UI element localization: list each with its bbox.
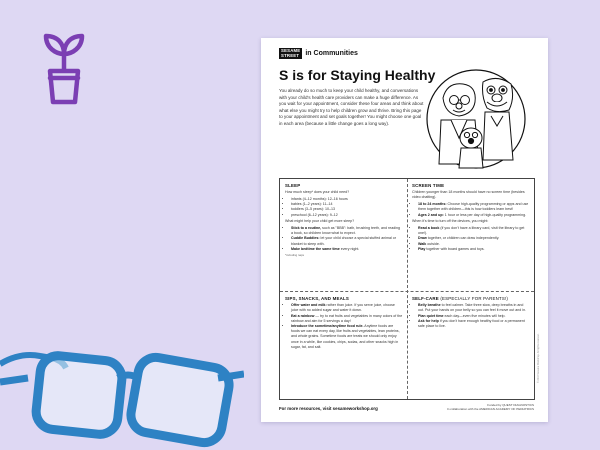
- screen-time-heading: SCREEN TIME: [412, 183, 445, 188]
- list-item: • Stick to a routine, such as "BBB": bath, brushing teeth, and reading a book, so children know what to expect.: [291, 226, 403, 236]
- list-item: • Eat a rainbow — try to eat fruits and vegetables in many colors of the rainbow and aim for 5 servings a day!: [291, 314, 403, 324]
- plant-pot-icon: [36, 30, 92, 106]
- self-care-tips-list: [412, 303, 530, 329]
- sleep-question-2: What might help your child get more sleep?: [285, 219, 355, 224]
- grid-horizontal-divider: [280, 291, 534, 292]
- list-item: • infants (4–12 months): 12–16 hours: [291, 197, 403, 202]
- sleep-heading: SLEEP: [285, 183, 301, 188]
- sleep-question: How much sleep* does your child need?: [285, 190, 350, 195]
- list-item: • Walk outside.: [418, 242, 530, 247]
- brand-logo: [279, 48, 358, 59]
- credits: [447, 403, 534, 412]
- list-item: • Ask for help if you don't have enough healthy food or a permanent safe place to live.: [418, 319, 530, 329]
- intro-paragraph: You already do so much to keep your child healthy, and conversations with your child's health care providers can make a huge difference. As you wait for your appointment, consider these four areas and think about what else you might try to help children grow and thrive. Bring this page to your appointment and set goals together! You might choose one goal in each area (because a little change goes a long way).: [279, 88, 424, 126]
- sips-tips-list: [285, 303, 403, 350]
- credits-line-2: In collaboration with the AMERICAN ACADEMY OF PEDIATRICS: [446, 407, 534, 412]
- list-item: • toddlers (3–5 years): 10–13: [291, 207, 403, 212]
- list-item: • 18 to 24 months: Choose high-quality programming or apps and use them together with children—this is how toddlers learn best!: [418, 202, 530, 212]
- sleep-section: [285, 183, 403, 259]
- screen-time-tips-list: [412, 202, 530, 218]
- sleep-footnote: *including naps: [285, 253, 304, 258]
- screen-time-section: [412, 183, 530, 253]
- list-item: • preschool (6–12 years): 9–12: [291, 213, 403, 218]
- sips-snacks-meals-section: [285, 296, 403, 352]
- list-item: • Read a book (if you don't have a library card, visit the library to get one!).: [418, 226, 530, 236]
- list-item: • Make bedtime the same time every night.: [291, 247, 403, 252]
- list-item: • Belly breathe to feel calmer. Take three slow, deep breaths in and out. Put your hands on your belly so you can feel it move out and in.: [418, 303, 530, 313]
- list-item: • Cuddle Buddies: let your child choose a special stuffed animal or blanket to sleep with.: [291, 236, 403, 246]
- side-copyright: © 2019 Sesame Workshop. All rights reserved.: [537, 333, 540, 383]
- list-item: • Ages 2 and up: 1 hour or less per day of high-quality programming.: [418, 213, 530, 218]
- screen-time-options-list: [412, 226, 530, 252]
- four-areas-grid: [279, 178, 535, 400]
- footer-resources: For more resources, visit sesameworkshop.org: [279, 406, 378, 411]
- sesame-street-logo: SESAME STREET: [281, 48, 301, 58]
- sleep-ages-list: [285, 197, 403, 218]
- eyeglasses-icon: [0, 286, 244, 450]
- muppet-family-illustration: [425, 68, 527, 171]
- worksheet-page: [261, 38, 548, 422]
- list-item: • Offer water and milk rather than juice. If you serve juice, choose juice with no added sugar and water it down.: [291, 303, 403, 313]
- list-item: • Plan quiet time each day—even five minutes will help.: [418, 314, 530, 319]
- list-item: • Draw together, or children can draw independently.: [418, 236, 530, 241]
- list-item: • Introduce the sometime/anytime food rule. Anytime foods are foods we can eat every day, like fruits and vegetables, lean proteins, and whole grains. Sometime foods are treats we should only enjoy once in a while, like cookies, chips, sodas, and other snacks high in sugar, fat, and salt.: [291, 324, 403, 350]
- page-title: S is for Staying Healthy: [279, 67, 436, 83]
- screen-time-intro: Children younger than 18 months should have no screen time (besides video chatting).: [412, 190, 525, 200]
- sleep-tips-list: [285, 226, 403, 252]
- self-care-heading: SELF-CARE (ESPECIALLY FOR PARENTS!): [412, 296, 509, 301]
- credits-line-1: Funded by QUEST DIAGNOSTICS: [487, 403, 534, 407]
- brand-text: in Communities: [305, 50, 358, 58]
- list-item: • Play together with board games and toys.: [418, 247, 530, 252]
- sips-snacks-meals-heading: SIPS, SNACKS, AND MEALS: [285, 296, 349, 301]
- list-item: • babies (1–2 years): 11–14: [291, 202, 403, 207]
- screen-time-question: When it's time to turn off the devices, you might:: [412, 219, 489, 224]
- self-care-section: [412, 296, 530, 331]
